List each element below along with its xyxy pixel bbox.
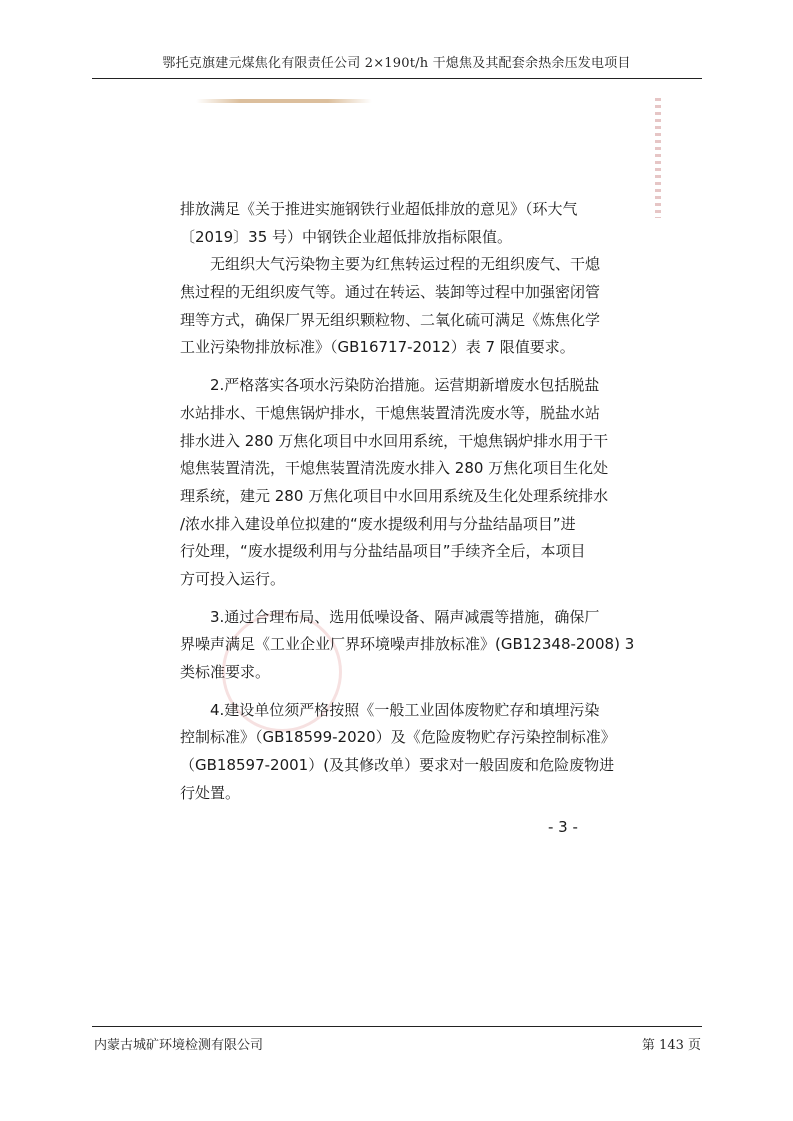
paragraph-gap <box>180 362 612 372</box>
text-line: 4.建设单位须严格按照《一般工业固体废物贮存和填埋污染 <box>210 700 600 719</box>
footer-page-label: 第 143 页 <box>641 1038 701 1053</box>
text-line: 理等方式，确保厂界无组织颗粒物、二氧化硫可满足《炼焦化学 <box>180 310 601 329</box>
text-line: 控制标准》（GB18599-2020）及《危险废物贮存污染控制标准》 <box>180 728 616 747</box>
text-line: 无组织大气污染物主要为红焦转运过程的无组织废气、干熄 <box>210 255 601 274</box>
text-line: 类标准要求。 <box>180 663 271 681</box>
paragraph-emission-standard <box>180 196 612 251</box>
scan-mark-edge <box>655 98 661 218</box>
inner-page-number: - 3 - <box>548 818 578 836</box>
text-line: （GB18597-2001）(及其修改单）要求对一般固废和危险废物进 <box>180 756 615 775</box>
text-line: 行处理，“废水提级利用与分盐结晶项目”手续齐全后，本项目 <box>180 542 586 561</box>
paragraph-gap <box>180 687 612 697</box>
text-line: 2.严格落实各项水污染防治措施。运营期新增废水包括脱盐 <box>210 376 600 395</box>
text-line: 3.通过合理布局、选用低噪设备、隔声减震等措施，确保厂 <box>210 607 600 626</box>
text-line: 工业污染物排放标准》（GB16717-2012）表 7 限值要求。 <box>180 338 575 357</box>
footer-rule <box>92 1026 702 1027</box>
paragraph-solid-waste <box>180 697 616 808</box>
page-header: 鄂托克旗建元煤焦化有限责任公司 2×190t/h 干熄焦及其配套余热余压发电项目 <box>162 56 631 71</box>
paragraph-gap <box>180 594 612 604</box>
paragraph-water-pollution <box>180 372 612 594</box>
text-line: 熄焦装置清洗，干熄焦装置清洗废水排入 280 万焦化项目生化处 <box>180 459 609 478</box>
document-body <box>180 196 635 807</box>
paragraph-fugitive-emissions <box>180 251 612 362</box>
text-line: 理系统，建元 280 万焦化项目中水回用系统及生化处理系统排水 <box>180 486 609 505</box>
text-line: 界噪声满足《工业企业厂界环境噪声排放标准》(GB12348-2008) 3 <box>180 635 635 654</box>
text-line: 排放满足《关于推进实施钢铁行业超低排放的意见》（环大气 <box>180 200 578 218</box>
paragraph-noise-control <box>180 604 635 687</box>
text-line: 焦过程的无组织废气等。通过在转运、装卸等过程中加强密闭管 <box>180 283 601 302</box>
text-line: 〔2019〕35 号）中钢铁企业超低排放指标限值。 <box>180 227 513 246</box>
text-line: 水站排水、干熄焦锅炉排水，干熄焦装置清洗废水等，脱盐水站 <box>180 403 601 422</box>
text-line: 行处置。 <box>180 783 241 802</box>
header-rule <box>92 78 702 79</box>
text-line: 方可投入运行。 <box>180 569 286 588</box>
footer-company: 内蒙古城矿环境检测有限公司 <box>94 1038 264 1053</box>
text-line: 排水进入 280 万焦化项目中水回用系统，干熄焦锅炉排水用于干 <box>180 431 609 450</box>
scan-mark-stroke <box>196 99 372 103</box>
text-line: /浓水排入建设单位拟建的“废水提级利用与分盐结晶项目”进 <box>180 514 576 533</box>
